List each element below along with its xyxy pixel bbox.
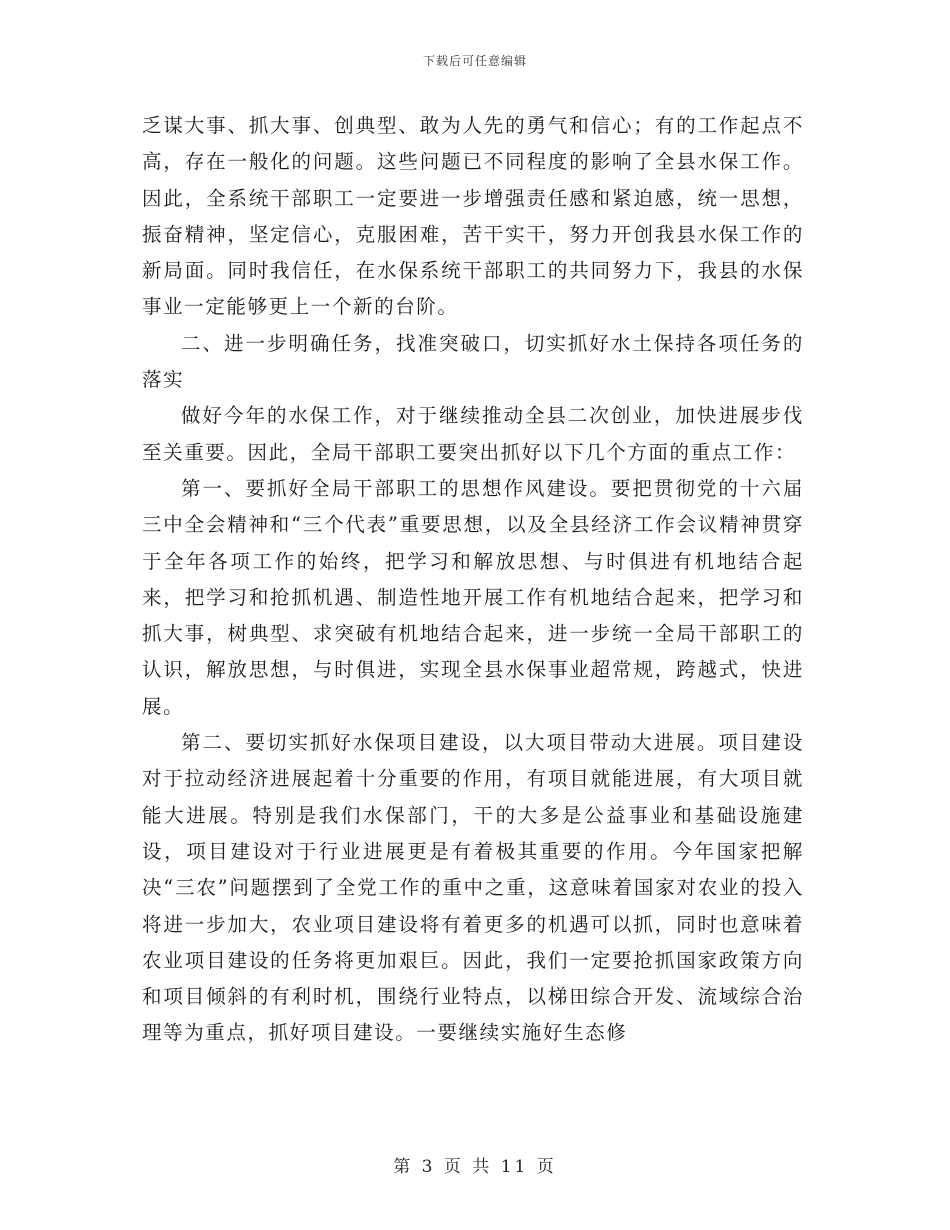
paragraph-2: 做好今年的水保工作，对于继续推动全县二次创业，加快进展步伐至关重要。因此，全局干部职工要突出抓好以下几个方面的重点工作： — [142, 404, 804, 464]
paragraph-3: 第一、要抓好全局干部职工的思想作风建设。要把贯彻党的十六届三中全会精神和“三个代表”重要思想，以及全县经济工作会议精神贯穿于全年各项工作的始终，把学习和解放思想、与时俱进有机地结合起来，把学习和抢抓机遇、制造性地开展工作有机地结合起来，把学习和抓大事，树典型、求突破有机地结合起来，进一步统一全局干部职工的认识，解放思想，与时俱进，实现全县水保事业超常规，跨越式，快进展。 — [142, 476, 804, 718]
document-body — [142, 108, 804, 1052]
section-heading: 二、进一步明确任务，找准突破口，切实抓好水土保持各项任务的落实 — [142, 331, 804, 392]
paragraph-1: 乏谋大事、抓大事、创典型、敢为人先的勇气和信心；有的工作起点不高，存在一般化的问题。这些问题已不同程度的影响了全县水保工作。因此，全系统干部职工一定要进一步增强责任感和紧迫感，统一思想，振奋精神，坚定信心，克服困难，苦干实干，努力开创我县水保工作的新局面。同时我信任，在水保系统干部职工的共同努力下，我县的水保事业一定能够更上一个新的台阶。 — [142, 114, 804, 319]
paragraph-4: 第二、要切实抓好水保项目建设，以大项目带动大进展。项目建设对于拉动经济进展起着十分重要的作用，有项目就能进展，有大项目就能大进展。特别是我们水保部门，干的大多是公益事业和基础设施建设，项目建设对于行业进展更是有着极其重要的作用。今年国家把解决“三农”问题摆到了全党工作的重中之重，这意味着国家对农业的投入将进一步加大，农业项目建设将有着更多的机遇可以抓，同时也意味着农业项目建设的任务将更加艰巨。因此，我们一定要抢抓国家政策方向和项目倾斜的有利时机，围绕行业特点，以梯田综合开发、流域综合治理等为重点，抓好项目建设。一要继续实施好生态修 — [142, 731, 804, 1045]
page-footer: 第 3 页 共 11 页 — [393, 1157, 557, 1177]
page-header: 下载后可任意编辑 — [422, 54, 527, 68]
